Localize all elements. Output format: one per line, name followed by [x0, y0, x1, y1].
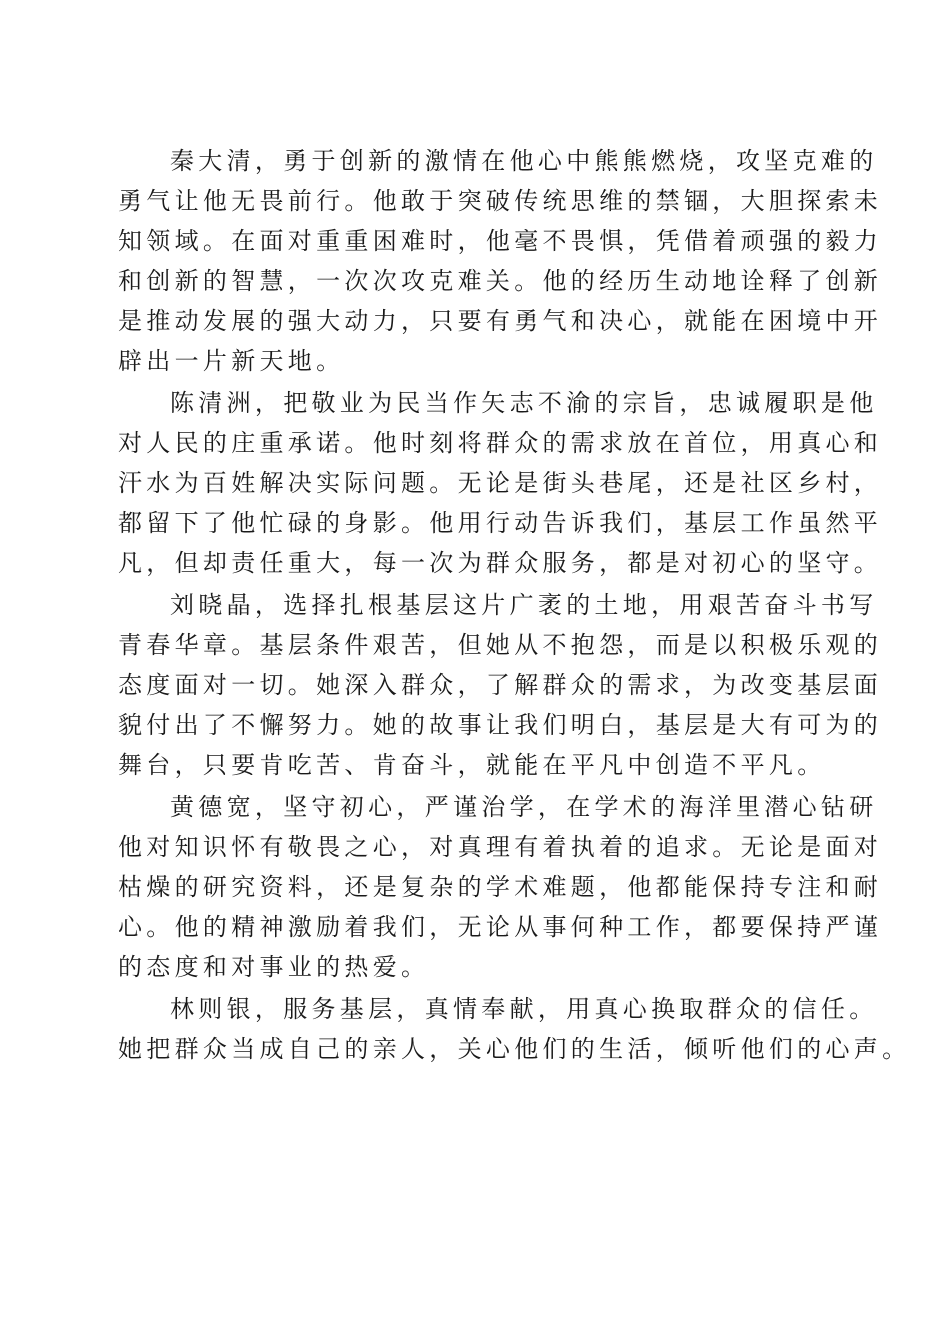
paragraph-qin-daqing	[118, 141, 883, 381]
text-line: 辟出一片新天地。	[118, 347, 345, 375]
document-body	[118, 141, 911, 1071]
text-line: 勇气让他无畏前行。他敢于突破传统思维的禁锢，大胆探索未	[118, 187, 883, 215]
text-line: 对人民的庄重承诺。他时刻将群众的需求放在首位，用真心和	[118, 429, 883, 457]
text-line: 陈清洲，把敬业为民当作矢志不渝的宗旨，忠诚履职是他	[170, 389, 878, 417]
text-line: 青春华章。基层条件艰苦，但她从不抱怨，而是以积极乐观的	[118, 631, 883, 659]
text-line: 汗水为百姓解决实际问题。无论是街头巷尾，还是社区乡村，	[118, 469, 883, 497]
text-line: 都留下了他忙碌的身影。他用行动告诉我们，基层工作虽然平	[118, 509, 883, 537]
text-line: 心。他的精神激励着我们，无论从事何种工作，都要保持严谨	[118, 913, 883, 941]
text-line: 林则银，服务基层，真情奉献，用真心换取群众的信任。	[170, 995, 878, 1023]
text-line: 和创新的智慧，一次次攻克难关。他的经历生动地诠释了创新	[118, 267, 883, 295]
text-line: 貌付出了不懈努力。她的故事让我们明白，基层是大有可为的	[118, 711, 883, 739]
text-line: 他对知识怀有敬畏之心，对真理有着执着的追求。无论是面对	[118, 833, 883, 861]
text-line: 凡，但却责任重大，每一次为群众服务，都是对初心的坚守。	[118, 549, 883, 577]
text-line: 刘晓晶，选择扎根基层这片广袤的土地，用艰苦奋斗书写	[170, 591, 878, 619]
paragraph-chen-qingzhou	[118, 383, 883, 583]
paragraph-liu-xiaojing	[118, 585, 883, 785]
text-line: 的态度和对事业的热爱。	[118, 953, 430, 981]
text-line: 态度面对一切。她深入群众，了解群众的需求，为改变基层面	[118, 671, 883, 699]
paragraph-huang-dekuan	[118, 787, 883, 987]
text-line: 是推动发展的强大动力，只要有勇气和决心，就能在困境中开	[118, 307, 883, 335]
text-line: 秦大清，勇于创新的激情在他心中熊熊燃烧，攻坚克难的	[170, 147, 878, 175]
text-line: 知领域。在面对重重困难时，他毫不畏惧，凭借着顽强的毅力	[118, 227, 883, 255]
text-line: 舞台，只要肯吃苦、肯奋斗，就能在平凡中创造不平凡。	[118, 751, 826, 779]
text-line: 她把群众当成自己的亲人，关心他们的生活，倾听他们的心声。	[118, 1035, 911, 1063]
text-line: 黄德宽，坚守初心，严谨治学，在学术的海洋里潜心钻研	[170, 793, 878, 821]
paragraph-lin-zeyin	[118, 989, 911, 1069]
text-line: 枯燥的研究资料，还是复杂的学术难题，他都能保持专注和耐	[118, 873, 883, 901]
